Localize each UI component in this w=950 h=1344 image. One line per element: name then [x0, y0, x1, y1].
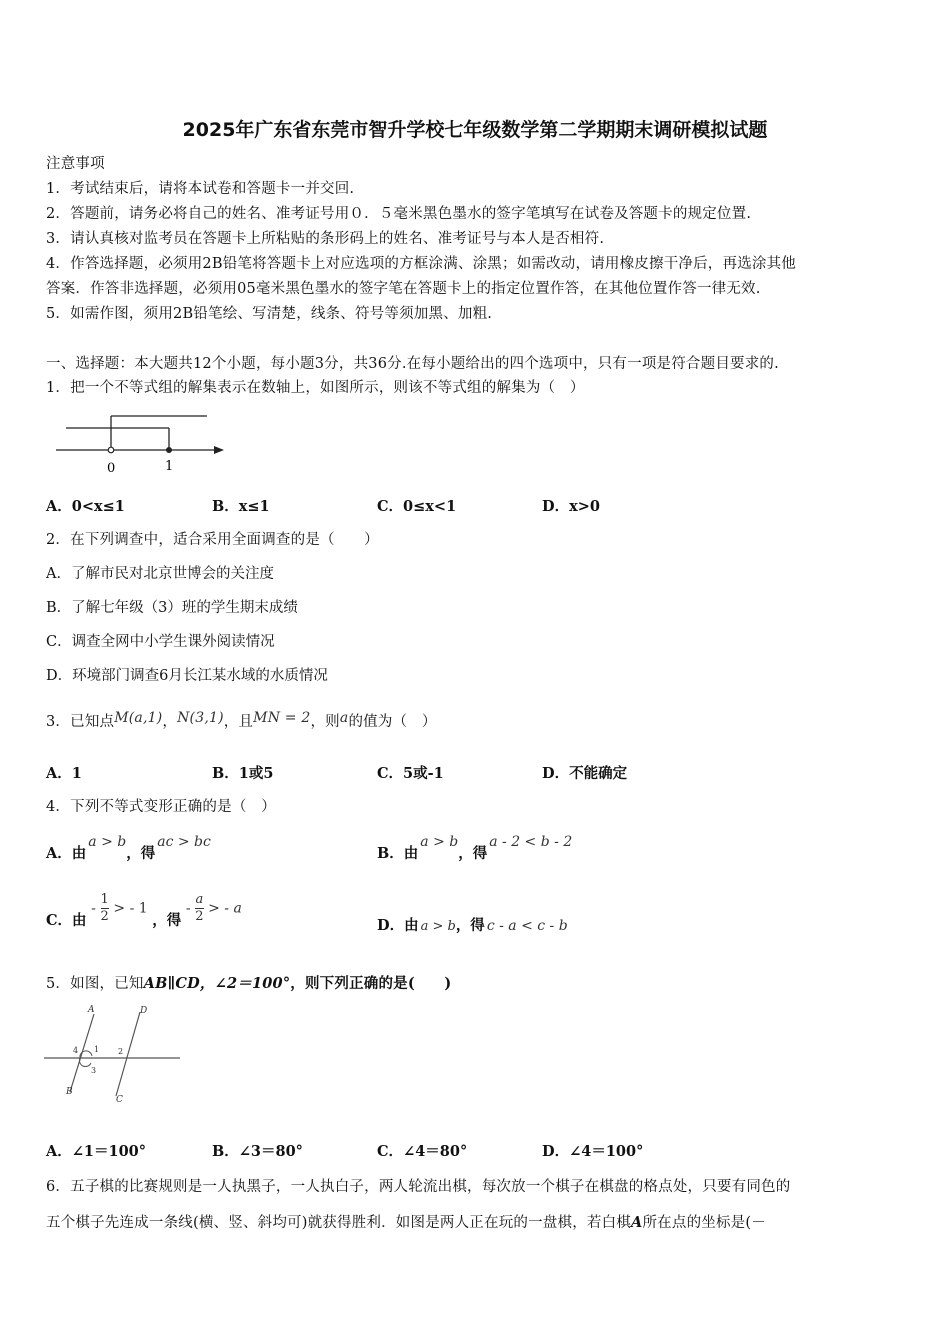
q3-distance: MN = 2 — [253, 710, 311, 726]
q3-option-a[interactable]: A．1 — [46, 765, 82, 782]
q3-mid2: ，则 — [310, 714, 340, 730]
q5-stem-prefix: 5．如图，已知 — [46, 976, 144, 992]
q4-c-neg: - — [91, 900, 96, 917]
notice-item: 答案．作答非选择题，必须用05毫米黑色墨水的签字笔在答题卡上的指定位置作答，在其他位置作答一律无效. — [46, 281, 761, 297]
q1-option-d[interactable]: D．x>0 — [542, 498, 600, 515]
q3-comma: ， — [162, 714, 178, 730]
closed-point-one — [166, 447, 172, 453]
q4-c-numerator2: a — [195, 892, 204, 907]
q2-option-a[interactable]: A．了解市民对北京世博会的关注度 — [46, 566, 274, 582]
open-point-zero — [108, 447, 114, 453]
q5-option-d[interactable]: D．∠4＝100° — [542, 1143, 644, 1160]
section-heading: 一、选择题：本大题共12个小题，每小题3分，共36分.在每小题给出的四个选项中，只有一项是符合题目要求的. — [46, 356, 779, 372]
notice-item: 2．答题前，请务必将自己的姓名、准考证号用０．５毫米黑色墨水的签字笔填写在试卷及答题卡的规定位置. — [46, 206, 752, 222]
question-1-stem: 1．把一个不等式组的解集表示在数轴上，如图所示，则该不等式组的解集为（ ） — [46, 380, 585, 396]
q4-b-mid: ，得 — [458, 845, 488, 862]
q4-option-c[interactable] — [46, 892, 242, 929]
q4-c-fraction2 — [195, 892, 203, 925]
q3-point-m: M(a,1) — [114, 710, 163, 726]
question-5-stem — [46, 972, 451, 993]
q4-c-relation2: > - a — [208, 900, 242, 917]
axis-arrow-icon — [214, 446, 224, 454]
q4-a-condition: a > b — [88, 834, 127, 850]
q4-c-denominator2: 2 — [195, 909, 204, 924]
q4-b-condition: a > b — [420, 834, 459, 850]
angle-arc-3 — [79, 1058, 91, 1067]
q1-option-c[interactable]: C．0≤x<1 — [377, 498, 457, 515]
label-angle-1: 1 — [94, 1045, 100, 1054]
notice-item: 3．请认真核对监考员在答题卡上所粘贴的条形码上的姓名、准考证号与本人是否相符. — [46, 231, 605, 247]
q4-c-relation: > - 1 — [113, 900, 148, 917]
q5-option-c[interactable]: C．∠4＝80° — [377, 1143, 468, 1160]
label-d: D — [140, 1006, 148, 1016]
q4-c-fraction — [101, 892, 109, 925]
q4-c-neg2: - — [185, 900, 191, 917]
q3-mid: ，且 — [223, 714, 254, 730]
q5-stem-suffix: ，则下列正确的是( ) — [290, 975, 452, 992]
question-2-stem: 2．在下列调查中，适合采用全面调查的是（ ） — [46, 532, 379, 548]
q4-c-prefix: C．由 — [46, 911, 87, 929]
q3-option-d[interactable]: D．不能确定 — [542, 765, 628, 782]
q1-option-b[interactable]: B．x≤1 — [212, 498, 270, 515]
q2-option-c[interactable]: C．调查全网中小学生课外阅读情况 — [46, 634, 275, 650]
q4-d-mid: ，得 — [455, 917, 485, 934]
q4-d-condition: a > b — [420, 919, 456, 934]
q5-option-a[interactable]: A．∠1＝100° — [46, 1143, 147, 1160]
q3-option-b[interactable]: B．1或5 — [212, 765, 274, 782]
notice-item: 4．作答选择题，必须用2B铅笔将答题卡上对应选项的方框涂满、涂黑；如需改动，请用橡皮擦干净后，再选涂其他 — [46, 256, 797, 272]
q4-b-prefix: B．由 — [377, 845, 419, 862]
q4-c-numerator: 1 — [100, 892, 109, 907]
q6-point-a: A — [631, 1214, 643, 1231]
q3-point-n: N(3,1) — [177, 710, 224, 726]
q2-option-b[interactable]: B．了解七年级（3）班的学生期末成绩 — [46, 600, 298, 616]
question-3-stem — [46, 710, 437, 731]
q6-line2-suffix: 所在点的坐标是(－ — [642, 1215, 766, 1231]
label-angle-2: 2 — [118, 1047, 124, 1056]
q6-line2-prefix: 五个棋子先连成一条线(横、竖、斜均可)就获得胜利．如图是两人正在玩的一盘棋，若白棋 — [46, 1215, 632, 1231]
q4-option-a[interactable] — [46, 834, 211, 863]
q4-a-prefix: A．由 — [46, 845, 87, 862]
label-angle-3: 3 — [91, 1066, 97, 1075]
q3-variable: a — [339, 710, 349, 726]
parallel-lines-figure — [42, 1000, 187, 1108]
q4-c-mid: ，得 — [152, 911, 182, 929]
notice-item: 1．考试结束后，请将本试卷和答题卡一并交回. — [46, 181, 355, 197]
label-c: C — [116, 1095, 123, 1105]
page-title: 2025年广东省东莞市智升学校七年级数学第二学期期末调研模拟试题 — [182, 119, 768, 141]
q3-stem-prefix: 3．已知点 — [46, 714, 115, 730]
q4-option-b[interactable] — [377, 834, 573, 863]
q4-d-result: c - a < c - b — [486, 918, 568, 934]
question-6-line-1: 6．五子棋的比赛规则是一人执黑子，一人执白子，两人轮流出棋，每次放一个棋子在棋盘的格点处，只要有同色的 — [46, 1179, 791, 1195]
q3-stem-suffix: 的值为（ ） — [348, 714, 437, 730]
notice-item: 5．如需作图，须用2B铅笔绘、写清楚，线条、符号等须加黑、加粗. — [46, 306, 493, 322]
label-b: B — [66, 1087, 73, 1097]
label-a: A — [88, 1005, 95, 1015]
q5-option-b[interactable]: B．∠3＝80° — [212, 1143, 303, 1160]
q4-a-result: ac > bc — [157, 834, 211, 850]
q2-option-d[interactable]: D．环境部门调查6月长江某水域的水质情况 — [46, 668, 328, 684]
question-6-line-2 — [46, 1211, 766, 1232]
q4-d-prefix: D．由 — [377, 917, 419, 934]
q4-c-denominator: 2 — [100, 909, 109, 924]
notice-heading: 注意事项 — [46, 156, 105, 172]
q4-option-d[interactable] — [377, 914, 568, 935]
number-line-figure — [52, 406, 232, 478]
q3-option-c[interactable]: C．5或-1 — [377, 765, 444, 782]
axis-label-zero: 0 — [107, 461, 116, 476]
axis-label-one: 1 — [165, 459, 174, 474]
q4-b-result: a - 2 < b - 2 — [489, 834, 573, 850]
label-angle-4: 4 — [73, 1046, 79, 1055]
q5-stem-math: AB∥CD，∠2＝100° — [143, 975, 291, 992]
q4-a-mid: ，得 — [126, 845, 156, 862]
q1-option-a[interactable]: A．0<x≤1 — [46, 498, 125, 515]
question-4-stem: 4．下列不等式变形正确的是（ ） — [46, 799, 276, 815]
